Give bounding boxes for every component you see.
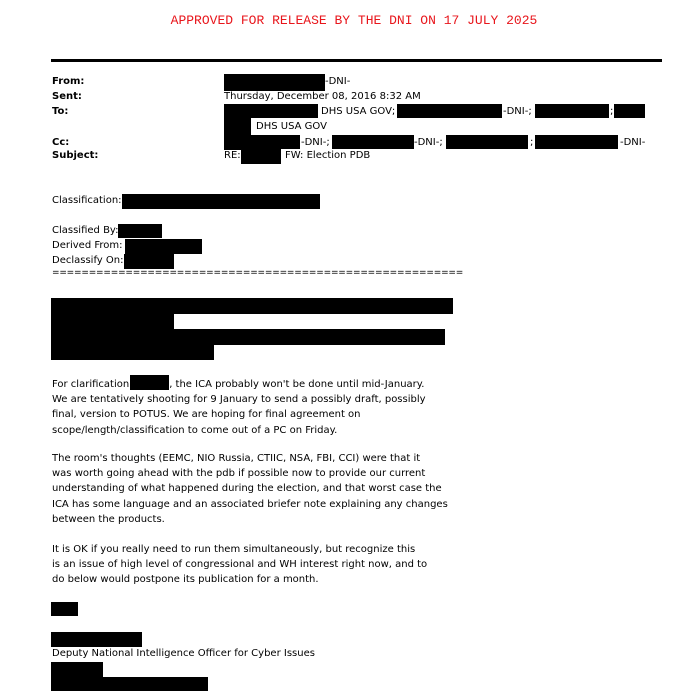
- sent-label: Sent:: [52, 91, 82, 102]
- header-rule: [51, 59, 662, 62]
- redaction-to-4: [614, 104, 645, 118]
- cc-dni-2: -DNI-;: [414, 137, 443, 148]
- redaction-from: [224, 74, 325, 91]
- to-dni-1: -DNI-;: [503, 106, 532, 117]
- paragraph-line: is an issue of high level of congressional and WH interest right now, and to: [52, 559, 428, 571]
- sent-value: Thursday, December 08, 2016 8:32 AM: [224, 91, 421, 102]
- cc-label: Cc:: [52, 137, 70, 148]
- paragraph-line: [52, 375, 426, 392]
- cc-dni-3: -DNI-: [620, 137, 646, 148]
- redaction-para-3: [51, 329, 445, 345]
- paragraph-1-text-b: , the ICA probably won't be done until mid-January.: [169, 379, 425, 390]
- paragraph-line: ICA has some language and an associated briefer note explaining any changes: [52, 498, 448, 510]
- to-dhs-1: DHS USA GOV;: [321, 106, 396, 117]
- paragraph-line: do below would postpone its publication for a month.: [52, 574, 319, 586]
- redaction-signature-name: [51, 632, 142, 647]
- paragraph-line: was worth going ahead with the pdb if possible now to provide our current: [52, 468, 426, 480]
- to-dhs-2: DHS USA GOV: [256, 121, 327, 132]
- paragraph-line: final, version to POTUS. We are hoping for final agreement on: [52, 409, 361, 421]
- paragraph-line: scope/length/classification to come out of a PC on Friday.: [52, 424, 338, 436]
- redaction-to-1: [224, 104, 318, 118]
- redaction-to-2: [397, 104, 502, 118]
- paragraph-1: [52, 375, 426, 438]
- release-stamp: APPROVED FOR RELEASE BY THE DNI ON 17 JULY 2025: [170, 13, 538, 28]
- redaction-signature-1: [51, 662, 103, 678]
- redaction-cc-3: [446, 135, 528, 149]
- paragraph-line: between the products.: [52, 513, 165, 525]
- redaction-subject: [241, 149, 281, 164]
- from-suffix: -DNI-: [325, 76, 351, 87]
- redaction-cc-1: [251, 135, 300, 149]
- redaction-classification: [122, 194, 320, 209]
- paragraph-2: [52, 451, 448, 527]
- signature-title: Deputy National Intelligence Officer for Cyber Issues: [52, 648, 315, 659]
- redaction-para-2: [51, 314, 174, 329]
- cc-dni-1: -DNI-;: [301, 137, 330, 148]
- redaction-para-4: [51, 345, 214, 360]
- redaction-classified-by: [118, 224, 162, 238]
- to-semicolon: ;: [610, 106, 614, 117]
- classification-label: Classification:: [52, 195, 122, 206]
- redaction-cc-2: [332, 135, 414, 149]
- derived-from-label: Derived From:: [52, 240, 123, 251]
- from-label: From:: [52, 76, 85, 87]
- paragraph-line: understanding of what happened during the election, and that worst case the: [52, 483, 442, 495]
- paragraph-line: It is OK if you really need to run them simultaneously, but recognize this: [52, 544, 416, 555]
- redaction-signature-2: [51, 677, 208, 691]
- separator-line: ========================================================: [52, 268, 464, 278]
- paragraph-line: The room's thoughts (EEMC, NIO Russia, CTIIC, NSA, FBI, CCI) were that it: [52, 453, 421, 464]
- declassify-on-label: Declassify On:: [52, 255, 124, 266]
- redaction-declassify-on: [124, 254, 174, 269]
- to-label: To:: [52, 106, 69, 117]
- classified-by-label: Classified By:: [52, 225, 119, 236]
- paragraph-3: [52, 542, 427, 588]
- cc-semicolon: ;: [530, 137, 534, 148]
- redaction-inline: [130, 375, 169, 390]
- redaction-signoff: [51, 602, 78, 616]
- redaction-para-1: [51, 298, 453, 314]
- paragraph-1-text-a: For clarification: [52, 379, 130, 390]
- redaction-to-5: [224, 118, 251, 150]
- redaction-to-3: [535, 104, 609, 118]
- subject-text: FW: Election PDB: [285, 150, 371, 161]
- redaction-cc-4: [535, 135, 618, 149]
- subject-re: RE:: [224, 150, 241, 161]
- redaction-derived-from: [125, 239, 202, 254]
- subject-label: Subject:: [52, 150, 99, 161]
- paragraph-line: We are tentatively shooting for 9 January to send a possibly draft, possibly: [52, 394, 426, 406]
